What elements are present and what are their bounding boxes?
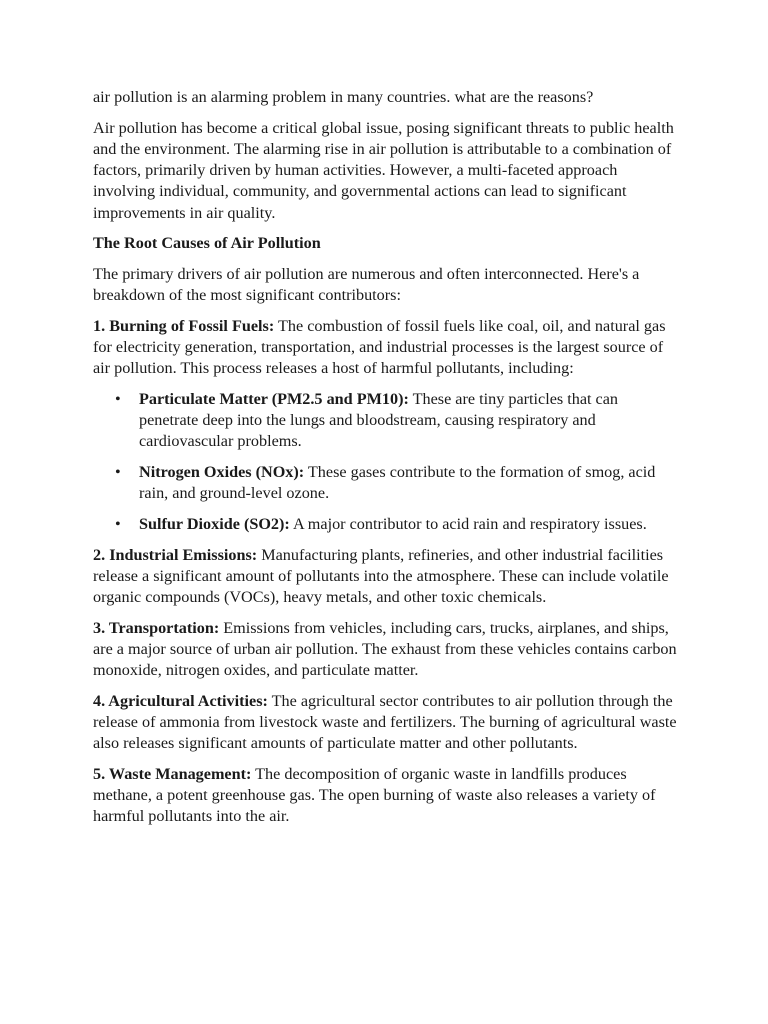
bullet-icon: • bbox=[115, 389, 121, 408]
pollutant-list bbox=[93, 389, 678, 535]
list-item-nitrogen-oxides bbox=[115, 462, 678, 504]
cause-paragraph-fossil-fuels bbox=[93, 316, 678, 380]
document-page bbox=[93, 87, 678, 837]
pollutant-text: These are tiny particles that can penetrate deep into the lungs and bloodstream, causing respiratory and cardiovascular problems. bbox=[139, 389, 619, 451]
cause-text: The combustion of fossil fuels like coal, oil, and natural gas for electricity generation, transportation, and industrial processes is the largest source of air pollution. This process releases a host of harmful pollutants, including: bbox=[93, 316, 666, 378]
cause-label: 1. Burning of Fossil Fuels: bbox=[93, 316, 275, 335]
cause-label: 4. Agricultural Activities: bbox=[93, 691, 268, 710]
cause-paragraph-industrial-emissions bbox=[93, 545, 678, 609]
pollutant-label: Sulfur Dioxide (SO2): bbox=[139, 514, 290, 533]
pollutant-label: Nitrogen Oxides (NOx): bbox=[139, 463, 305, 482]
cause-label: 2. Industrial Emissions: bbox=[93, 545, 258, 564]
cause-text: The agricultural sector contributes to air pollution through the release of ammonia from livestock waste and fertilizers. The burning of agricultural waste also releases significant amounts of particulate matter and other pollutants. bbox=[93, 691, 677, 753]
cause-paragraph-agricultural-activities bbox=[93, 691, 678, 755]
section-intro-paragraph: The primary drivers of air pollution are numerous and often interconnected. Here's a breakdown of the most significant contributors: bbox=[93, 264, 640, 305]
list-item-sulfur-dioxide bbox=[115, 514, 678, 535]
cause-label: 3. Transportation: bbox=[93, 618, 220, 637]
cause-text: The decomposition of organic waste in landfills produces methane, a potent greenhouse gas. The open burning of waste also releases a variety of harmful pollutants into the air. bbox=[93, 764, 656, 826]
cause-text: Emissions from vehicles, including cars, trucks, airplanes, and ships, are a major source of urban air pollution. The exhaust from these vehicles contains carbon monoxide, nitrogen oxides, and particulate matter. bbox=[93, 618, 677, 680]
intro-paragraph: Air pollution has become a critical global issue, posing significant threats to public health and the environment. The alarming rise in air pollution is attributable to a combination of factors, primarily driven by human activities. However, a multi-faceted approach involving individual, community, and governmental actions can lead to significant improvements in air quality. bbox=[93, 118, 674, 222]
question-text: air pollution is an alarming problem in many countries. what are the reasons? bbox=[93, 88, 594, 106]
cause-text: Manufacturing plants, refineries, and other industrial facilities release a significant amount of pollutants into the atmosphere. These can include volatile organic compounds (VOCs), heavy metals, and other toxic chemicals. bbox=[93, 545, 669, 607]
cause-paragraph-transportation bbox=[93, 618, 678, 682]
pollutant-text: A major contributor to acid rain and respiratory issues. bbox=[289, 514, 647, 533]
cause-label: 5. Waste Management: bbox=[93, 764, 252, 783]
bullet-icon: • bbox=[115, 514, 121, 533]
pollutant-label: Particulate Matter (PM2.5 and PM10): bbox=[139, 389, 409, 408]
list-item-particulate-matter bbox=[115, 389, 678, 453]
pollutant-text: These gases contribute to the formation of smog, acid rain, and ground-level ozone. bbox=[139, 463, 656, 503]
section-heading: The Root Causes of Air Pollution bbox=[93, 234, 321, 253]
bullet-icon: • bbox=[115, 463, 121, 482]
cause-paragraph-waste-management bbox=[93, 764, 678, 828]
